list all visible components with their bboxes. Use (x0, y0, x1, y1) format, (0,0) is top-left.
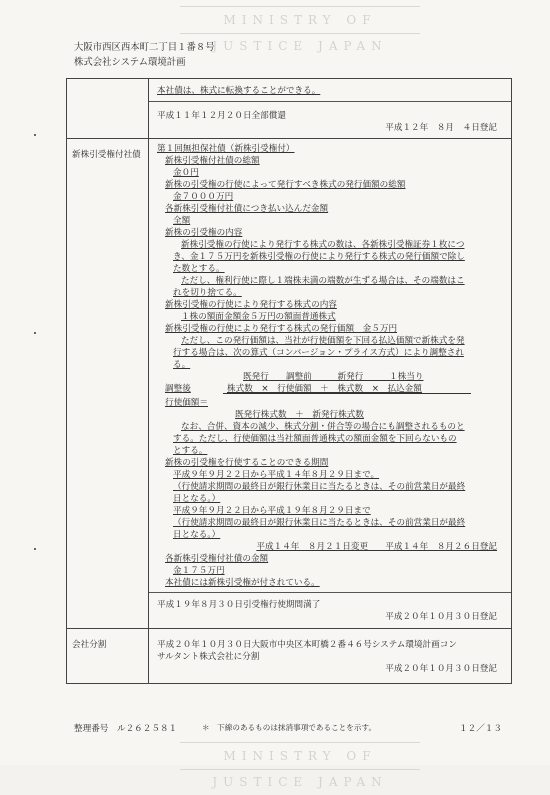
row-conversion (67, 79, 512, 139)
row-content-company-split (149, 629, 512, 684)
row-content-warrant-bonds (149, 139, 512, 629)
redemption-note: 平成１１年１２月２０日全部償還 (157, 111, 286, 121)
text-line: 新株引受権の行使により発行する株式の発行価額 金５万円 (165, 324, 398, 334)
text-line: 全額 (173, 216, 191, 226)
text-line: なお、合併、資本の減少、株式分割・併合等の場合にも調整されるものと (181, 422, 465, 432)
text-line: 金７０００万円 (173, 192, 234, 202)
expiry-note: 平成１９年８月３０日引受権行使期間満了 (157, 600, 321, 610)
text-line: 日となる。） (173, 530, 221, 540)
text-line: 日となる。） (173, 494, 221, 504)
registration-date: 平成１２年 ８月 ４日登記 (385, 123, 497, 133)
row-warrant-bonds (67, 139, 512, 629)
text-line: 第１回無担保社債（新株引受権付） (157, 144, 295, 154)
text-line: 金１７５万円 (173, 566, 225, 576)
formula-label-price: 行使価額＝ (165, 398, 208, 408)
underline-note: ＊ 下線のあるものは抹消事項であることを示す。 (202, 723, 377, 732)
text-line: た数とする。 (173, 264, 225, 274)
text-line: １株の額面金額金５万円の額面普通株式 (181, 312, 336, 322)
text-line: する。ただし、行使価額は当社額面普通株式の額面金額を下回らないもの (173, 434, 457, 444)
watermark-top: MINISTRY OF JUSTICE JAPAN (180, 6, 420, 34)
text-line: 新株引受権の行使により発行する株式の内容 (165, 300, 337, 310)
row-content (149, 79, 512, 139)
text-line: れを切り捨てる。 (173, 288, 242, 298)
text-line: （行使請求期間の最終日が銀行休業日に当たるときは、その前営業日が最終 (173, 482, 466, 492)
text-line: 本社債には新株引受権が付されている。 (165, 578, 320, 588)
adjustment-formula (157, 371, 501, 407)
text-line: （行使請求期間の最終日が銀行休業日に当たるときは、その前営業日が最終 (173, 518, 466, 528)
reference-number: 整理番号 ル２６２５８１ (74, 724, 178, 734)
text-line: 新株の引受権の行使によって発行すべき株式の発行価額の総額 (165, 180, 406, 190)
text-line: 新株の引受権を行使することのできる期間 (165, 458, 329, 468)
text-line: 各新株引受権付社債の金額 (165, 554, 269, 564)
struck-text: 本社債は、株式に転換することができる。 (157, 86, 321, 96)
formula-numerator: 株式数 × 行使価額 ＋ 株式数 × 払込金額 (227, 384, 422, 394)
row-company-split (67, 629, 512, 684)
split-text: サルタント株式会社に分割 (157, 652, 260, 662)
scan-mark (34, 332, 36, 334)
text-line: き、金１７５万円を新株引受権の行使により発行する株式の発行価額で除し (173, 252, 465, 262)
text-line: 平成９年９月２２日から平成１９年８月２９日まで (173, 506, 371, 516)
page-number: １２／１３ (459, 724, 502, 734)
fraction-bar (223, 393, 471, 394)
text-line: 平成９年９月２２日から平成１４年８月２９日まで。 (173, 470, 380, 480)
split-text: 平成２０年１０月３０日大阪市中央区本町橋２番４６号システム環境計画コン (157, 640, 457, 650)
change-date: 平成１４年 ８月２１日変更 平成１４年 ８月２６日登記 (256, 542, 497, 552)
text-line: 行する場合は、次の算式（コンバージョン・プライス方式）により調整され (173, 348, 464, 358)
watermark-bottom: MINISTRY OF JUSTICE JAPAN (180, 742, 420, 770)
text-line: ただし、権利行使に際し１端株未満の端数が生ずる場合は、その端数はこ (181, 276, 465, 286)
formula-header: 既発行 調整前 新発行 １株当り (243, 372, 424, 382)
formula-denominator: 既発行株式数 ＋ 新発行株式数 (235, 410, 364, 420)
company-address: 大阪市西区西本町二丁目１番８号 (74, 42, 215, 53)
document-header (74, 40, 215, 70)
registry-table (66, 78, 512, 684)
registration-date: 平成２０年１０月３０日登記 (385, 664, 497, 674)
row-label-company-split: 会社分割 (67, 629, 149, 684)
text-line: 新株引受権付社債の総額 (165, 156, 260, 166)
text-line: とする。 (173, 446, 208, 456)
text-line: 新株引受権の行使により発行する株式の数は、各新株引受権証券１枚につ (181, 240, 465, 250)
text-line: 各新株引受権付社債につき払い込んだ金額 (165, 204, 329, 214)
formula-label-adjusted: 調整後 (165, 384, 191, 394)
company-name: 株式会社システム環境計画 (74, 57, 186, 68)
row-label (67, 79, 149, 139)
text-line: 金０円 (173, 168, 199, 178)
registration-date: 平成２０年１０月３０日登記 (385, 612, 497, 622)
scan-mark (34, 548, 36, 550)
scan-mark (34, 134, 36, 136)
text-line: 新株の引受権の内容 (165, 228, 243, 238)
row-label-warrant-bonds: 新株引受権付社債 (67, 139, 149, 629)
text-line: る。 (173, 360, 191, 370)
text-line: ただし、この発行価額は、当社が行使価額を下回る払込価額で新株式を発 (181, 336, 465, 346)
